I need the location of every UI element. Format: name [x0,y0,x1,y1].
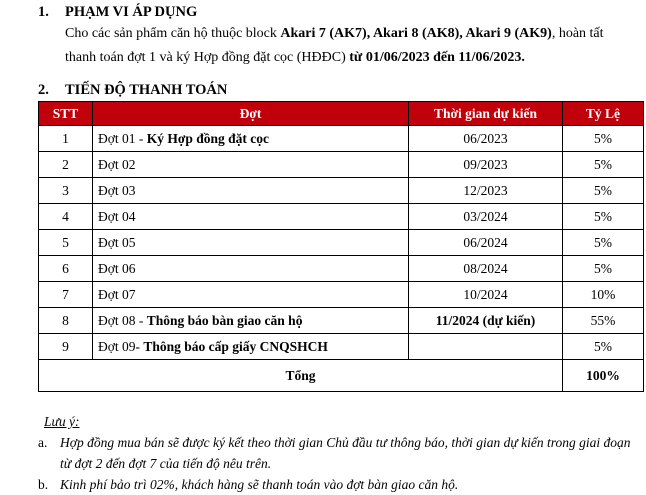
note-item [38,474,638,495]
row-stt: 8 [39,308,93,334]
row-stt: 1 [39,126,93,152]
payment-schedule-table [38,101,644,392]
row-time: 06/2023 [409,126,563,152]
table-row [39,152,644,178]
table-row [39,334,644,360]
section2-title: TIẾN ĐỘ THANH TOÁN [65,82,228,98]
row-rate: 5% [563,152,644,178]
row-time: 06/2024 [409,230,563,256]
row-rate: 5% [563,178,644,204]
section1-heading [38,4,197,21]
header-dot: Đợt [93,102,409,126]
row-rate: 10% [563,282,644,308]
row-rate: 5% [563,126,644,152]
row-stt: 5 [39,230,93,256]
row-dot: Đợt 07 [93,282,409,308]
row-rate: 55% [563,308,644,334]
table-row [39,308,644,334]
note-marker: a. [38,435,48,450]
table-row [39,204,644,230]
row-rate: 5% [563,204,644,230]
row-stt: 2 [39,152,93,178]
header-stt: STT [39,102,93,126]
row-rate: 5% [563,230,644,256]
row-dot: Đợt 02 [93,152,409,178]
section1-period: từ 01/06/2023 đến 11/06/2023. [349,50,525,65]
total-value: 100% [563,360,644,392]
section1-blocks: Akari 7 (AK7), Akari 8 (AK8), Akari 9 (AK9) [280,26,552,41]
row-time: 08/2024 [409,256,563,282]
table-header-row [39,102,644,126]
table-row [39,256,644,282]
row-time: 10/2024 [409,282,563,308]
note-marker: b. [38,477,49,492]
row-stt: 3 [39,178,93,204]
notes-title: Lưu ý: [44,414,80,429]
notes-section [38,414,638,495]
row-dot: Đợt 01 - Ký Hợp đồng đặt cọc [93,126,409,152]
header-time: Thời gian dự kiến [409,102,563,126]
section1-title: PHẠM VI ÁP DỤNG [65,4,198,20]
row-rate: 5% [563,334,644,360]
note-text: Kinh phí bảo trì 02%, khách hàng sẽ thanh toán vào đợt bàn giao căn hộ. [60,477,459,492]
row-stt: 9 [39,334,93,360]
row-stt: 4 [39,204,93,230]
row-dot: Đợt 06 [93,256,409,282]
row-time: 12/2023 [409,178,563,204]
table-row [39,178,644,204]
table-row [39,230,644,256]
row-dot: Đợt 05 [93,230,409,256]
row-dot: Đợt 08 - Thông báo bàn giao căn hộ [93,308,409,334]
row-dot: Đợt 04 [93,204,409,230]
section1-paragraph [65,22,635,70]
table-total-row [39,360,644,392]
header-rate: Tỷ Lệ [563,102,644,126]
row-time: 11/2024 (dự kiến) [409,308,563,334]
row-time: 03/2024 [409,204,563,230]
row-dot: Đợt 03 [93,178,409,204]
total-label: Tổng [39,360,563,392]
row-dot: Đợt 09- Thông báo cấp giấy CNQSHCH [93,334,409,360]
table-row [39,282,644,308]
section2-number: 2. [38,82,49,98]
row-rate: 5% [563,256,644,282]
section2-heading [38,82,227,99]
table-row [39,126,644,152]
note-item [38,432,638,474]
row-time [409,334,563,360]
row-time: 09/2023 [409,152,563,178]
section1-number: 1. [38,4,49,20]
row-stt: 7 [39,282,93,308]
note-text: Hợp đồng mua bán sẽ được ký kết theo thời gian Chủ đầu tư thông báo, thời gian dự kiến trong giai đoạn từ đợt 2 đến đợt 7 của tiến độ nêu trên. [60,435,631,471]
section1-text-2: , hoàn tất thanh toán đợt 1 và ký Hợp đồng đặt cọc (HĐĐC) [65,26,604,65]
section1-text-1: Cho các sản phẩm căn hộ thuộc block [65,26,281,41]
row-stt: 6 [39,256,93,282]
